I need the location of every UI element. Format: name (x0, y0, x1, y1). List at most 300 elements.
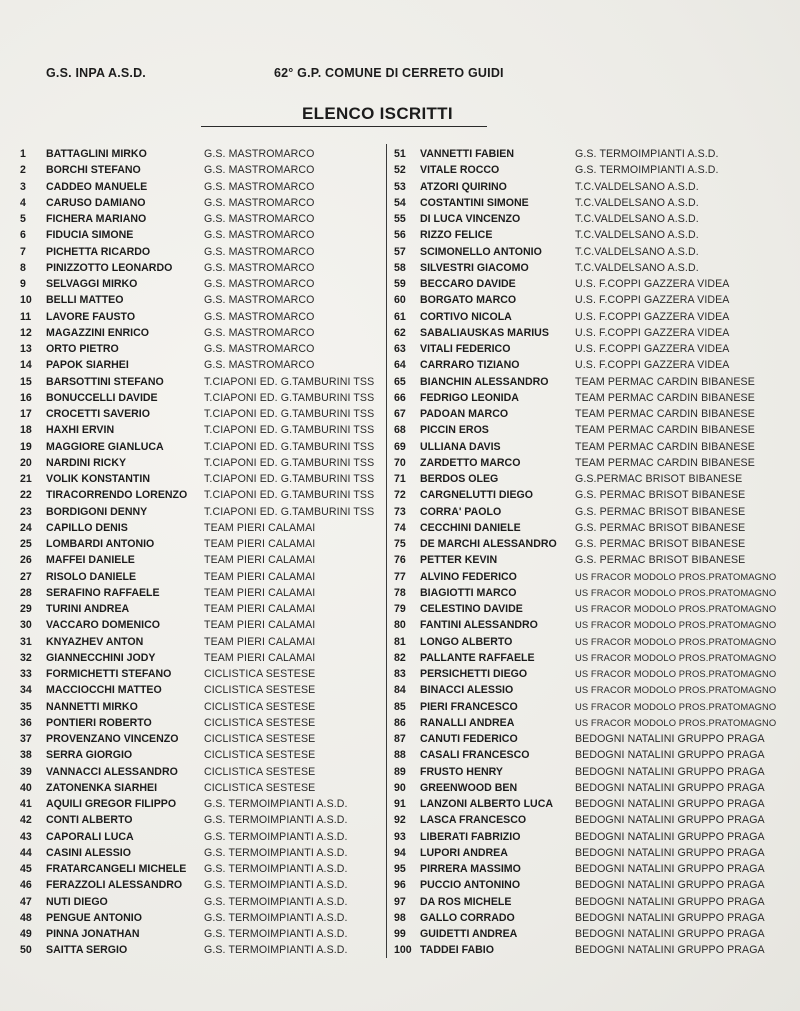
entry-row (388, 292, 800, 308)
team-name: BEDOGNI NATALINI GRUPPO PRAGA (575, 863, 765, 875)
entry-row (0, 276, 386, 292)
entry-row (388, 910, 800, 926)
entry-row (388, 195, 800, 211)
rider-name: MAGAZZINI ENRICO (46, 326, 149, 339)
rider-name: SELVAGGI MIRKO (46, 278, 138, 290)
team-name: G.S. TERMOIMPIANTI A.S.D. (204, 830, 348, 843)
rider-name: CAPILLO DENIS (46, 521, 128, 534)
entry-number: 26 (20, 554, 32, 567)
rider-name: VACCARO DOMENICO (46, 619, 160, 632)
team-name: G.S. MASTROMARCO (204, 164, 315, 177)
team-name: G.S. PERMAC BRISOT BIBANESE (575, 505, 746, 518)
entry-row (0, 845, 386, 861)
rider-name: CORTIVO NICOLA (420, 310, 512, 323)
entry-row (0, 162, 386, 178)
entry-row (388, 617, 800, 633)
rider-name: GIANNECCHINI JODY (46, 651, 156, 664)
team-name: BEDOGNI NATALINI GRUPPO PRAGA (575, 830, 765, 843)
entry-number: 89 (394, 765, 406, 778)
team-name: G.S. TERMOIMPIANTI A.S.D. (204, 895, 348, 908)
rider-name: VANNACCI ALESSANDRO (46, 765, 178, 778)
rider-name: CAPORALI LUCA (46, 830, 134, 843)
rider-name: SAITTA SERGIO (46, 944, 128, 957)
entry-row (0, 747, 386, 763)
entry-row (388, 422, 800, 438)
entry-row (388, 877, 800, 893)
team-name: TEAM PIERI CALAMAI (204, 538, 316, 550)
entry-number: 99 (394, 928, 406, 940)
team-name: TEAM PERMAC CARDIN BIBANESE (575, 424, 755, 437)
entry-row (388, 780, 800, 796)
team-name: T.CIAPONI ED. G.TAMBURINI TSS (204, 456, 375, 469)
entry-number: 58 (394, 261, 406, 274)
entry-row (0, 552, 386, 568)
entry-number: 81 (394, 635, 406, 648)
entry-row (0, 341, 386, 357)
team-name: G.S. TERMOIMPIANTI A.S.D. (204, 879, 348, 892)
rider-name: PIERI FRANCESCO (420, 700, 518, 713)
team-name: G.S. MASTROMARCO (204, 310, 315, 323)
team-name: T.C.VALDELSANO A.S.D. (575, 229, 699, 242)
team-name: BEDOGNI NATALINI GRUPPO PRAGA (575, 814, 765, 827)
entry-number: 49 (20, 928, 32, 940)
entry-number: 88 (394, 749, 406, 762)
team-name: CICLISTICA SESTESE (204, 749, 316, 762)
entry-row (0, 390, 386, 406)
entry-number: 14 (20, 359, 32, 372)
entry-number: 5 (20, 213, 26, 225)
entry-number: 32 (20, 651, 32, 664)
rider-name: NUTI DIEGO (46, 895, 108, 908)
entry-row (0, 699, 386, 715)
rider-name: LASCA FRANCESCO (420, 814, 527, 827)
rider-name: FANTINI ALESSANDRO (420, 619, 538, 632)
entry-number: 34 (20, 684, 32, 697)
entry-row (388, 341, 800, 357)
team-name: T.CIAPONI ED. G.TAMBURINI TSS (204, 489, 375, 502)
rider-name: CADDEO MANUELE (46, 180, 148, 193)
entry-number: 4 (20, 196, 26, 209)
entry-number: 39 (20, 765, 32, 778)
team-name: U.S. F.COPPI GAZZERA VIDEA (575, 359, 730, 372)
team-name: CICLISTICA SESTESE (204, 684, 316, 697)
entry-row (388, 146, 800, 162)
team-name: G.S. MASTROMARCO (204, 359, 315, 372)
entry-row (0, 812, 386, 828)
team-name: T.C.VALDELSANO A.S.D. (575, 196, 699, 209)
rider-name: PERSICHETTI DIEGO (420, 668, 528, 680)
rider-name: CASALI FRANCESCO (420, 749, 530, 762)
entry-row (0, 406, 386, 422)
entry-number: 96 (394, 879, 406, 892)
team-name: TEAM PIERI CALAMAI (204, 586, 316, 599)
rider-name: PIRRERA MASSIMO (420, 863, 521, 875)
entry-row (388, 764, 800, 780)
entry-row (0, 439, 386, 455)
rider-name: ORTO PIETRO (46, 343, 119, 355)
entry-row (388, 666, 800, 682)
rider-name: BELLI MATTEO (46, 294, 124, 307)
entry-row (388, 812, 800, 828)
entry-number: 91 (394, 798, 406, 810)
entry-row (388, 179, 800, 195)
entry-row (0, 325, 386, 341)
team-name: G.S. MASTROMARCO (204, 326, 315, 339)
rider-name: LONGO ALBERTO (420, 635, 513, 648)
entry-number: 38 (20, 749, 32, 762)
entry-number: 54 (394, 196, 406, 209)
rider-name: PALLANTE RAFFAELE (420, 651, 535, 664)
team-name: G.S. MASTROMARCO (204, 196, 315, 209)
rider-name: LOMBARDI ANTONIO (46, 538, 155, 550)
team-name: TEAM PIERI CALAMAI (204, 635, 316, 648)
entry-number: 1 (20, 148, 26, 160)
entry-number: 70 (394, 456, 406, 469)
entry-row (0, 829, 386, 845)
rider-name: FICHERA MARIANO (46, 213, 147, 225)
rider-name: PICHETTA RICARDO (46, 245, 151, 258)
rider-name: BONUCCELLI DAVIDE (46, 391, 158, 404)
team-name: TEAM PERMAC CARDIN BIBANESE (575, 408, 755, 420)
entry-number: 19 (20, 440, 32, 453)
entry-row (388, 715, 800, 731)
entry-number: 48 (20, 911, 32, 924)
rider-name: CASINI ALESSIO (46, 846, 131, 859)
rider-name: CONTI ALBERTO (46, 814, 133, 827)
entry-row (0, 634, 386, 650)
entry-number: 87 (394, 733, 406, 745)
team-name: US FRACOR MODOLO PROS.PRATOMAGNO (575, 668, 777, 679)
entry-number: 31 (20, 635, 32, 648)
entry-number: 83 (394, 668, 406, 680)
rider-name: NANNETTI MIRKO (46, 700, 138, 713)
team-name: CICLISTICA SESTESE (204, 733, 316, 745)
entry-number: 53 (394, 180, 406, 193)
entry-row (388, 682, 800, 698)
team-name: G.S. MASTROMARCO (204, 278, 315, 290)
team-name: BEDOGNI NATALINI GRUPPO PRAGA (575, 928, 765, 940)
entry-number: 15 (20, 375, 32, 388)
entry-number: 86 (394, 716, 406, 729)
rider-name: RANALLI ANDREA (420, 716, 515, 729)
entry-row (388, 894, 800, 910)
entries-column-left (0, 146, 386, 959)
entry-number: 76 (394, 554, 406, 567)
team-name: BEDOGNI NATALINI GRUPPO PRAGA (575, 781, 765, 794)
team-name: T.CIAPONI ED. G.TAMBURINI TSS (204, 375, 375, 388)
entry-number: 10 (20, 294, 32, 307)
rider-name: FIDUCIA SIMONE (46, 229, 134, 242)
rider-name: PADOAN MARCO (420, 408, 509, 420)
entry-row (388, 536, 800, 552)
event-name: 62° G.P. COMUNE DI CERRETO GUIDI (274, 66, 504, 80)
entry-row (388, 309, 800, 325)
entry-row (388, 731, 800, 747)
team-name: G.S. TERMOIMPIANTI A.S.D. (204, 911, 348, 924)
entry-row (0, 682, 386, 698)
entry-row (0, 179, 386, 195)
rider-name: SABALIAUSKAS MARIUS (420, 326, 549, 339)
rider-name: PUCCIO ANTONINO (420, 879, 521, 892)
team-name: T.C.VALDELSANO A.S.D. (575, 245, 699, 258)
entry-number: 65 (394, 375, 406, 388)
entry-row (0, 195, 386, 211)
rider-name: TURINI ANDREA (46, 603, 130, 615)
entry-row (388, 276, 800, 292)
team-name: CICLISTICA SESTESE (204, 668, 316, 680)
entry-row (0, 617, 386, 633)
rider-name: NARDINI RICKY (46, 456, 127, 469)
rider-name: TIRACORRENDO LORENZO (46, 489, 188, 502)
rider-name: BATTAGLINI MIRKO (46, 148, 147, 160)
entry-number: 6 (20, 229, 26, 242)
rider-name: FERAZZOLI ALESSANDRO (46, 879, 183, 892)
rider-name: MAGGIORE GIANLUCA (46, 440, 164, 453)
team-name: G.S. MASTROMARCO (204, 213, 315, 225)
team-name: U.S. F.COPPI GAZZERA VIDEA (575, 326, 730, 339)
entry-row (388, 699, 800, 715)
entry-number: 18 (20, 424, 32, 437)
entry-row (388, 487, 800, 503)
entry-row (388, 325, 800, 341)
entry-row (0, 422, 386, 438)
team-name: CICLISTICA SESTESE (204, 700, 316, 713)
entry-row (388, 260, 800, 276)
entry-number: 44 (20, 846, 32, 859)
entry-number: 57 (394, 245, 406, 258)
entry-number: 29 (20, 603, 32, 615)
entry-row (388, 552, 800, 568)
entry-row (388, 406, 800, 422)
rider-name: SERAFINO RAFFAELE (46, 586, 160, 599)
entry-row (388, 244, 800, 260)
team-name: G.S. MASTROMARCO (204, 245, 315, 258)
rider-name: VITALI FEDERICO (420, 343, 511, 355)
entry-number: 68 (394, 424, 406, 437)
entry-number: 75 (394, 538, 406, 550)
entry-row (0, 244, 386, 260)
entry-number: 35 (20, 700, 32, 713)
team-name: BEDOGNI NATALINI GRUPPO PRAGA (575, 749, 765, 762)
team-name: T.C.VALDELSANO A.S.D. (575, 213, 699, 225)
rider-name: ALVINO FEDERICO (420, 570, 517, 583)
team-name: BEDOGNI NATALINI GRUPPO PRAGA (575, 895, 765, 908)
rider-name: VOLIK KONSTANTIN (46, 473, 150, 485)
entry-number: 62 (394, 326, 406, 339)
rider-name: BIAGIOTTI MARCO (420, 586, 517, 599)
entry-number: 95 (394, 863, 406, 875)
entry-number: 80 (394, 619, 406, 632)
team-name: TEAM PIERI CALAMAI (204, 603, 316, 615)
entry-number: 79 (394, 603, 406, 615)
team-name: G.S. MASTROMARCO (204, 261, 315, 274)
team-name: TEAM PERMAC CARDIN BIBANESE (575, 391, 755, 404)
team-name: G.S. TERMOIMPIANTI A.S.D. (575, 164, 719, 177)
entry-number: 40 (20, 781, 32, 794)
entry-number: 71 (394, 473, 406, 485)
team-name: US FRACOR MODOLO PROS.PRATOMAGNO (575, 651, 777, 663)
rider-name: ATZORI QUIRINO (420, 180, 507, 193)
rider-name: MACCIOCCHI MATTEO (46, 684, 162, 697)
team-name: CICLISTICA SESTESE (204, 781, 316, 794)
team-name: TEAM PERMAC CARDIN BIBANESE (575, 440, 755, 453)
rider-name: PETTER KEVIN (420, 554, 498, 567)
organizer-name: G.S. INPA A.S.D. (46, 66, 146, 80)
entry-row (388, 390, 800, 406)
entry-row (0, 666, 386, 682)
team-name: T.C.VALDELSANO A.S.D. (575, 180, 699, 193)
rider-name: LIBERATI FABRIZIO (420, 830, 521, 843)
entry-number: 45 (20, 863, 32, 875)
team-name: G.S. TERMOIMPIANTI A.S.D. (204, 798, 348, 810)
entry-row (0, 374, 386, 390)
entry-row (388, 439, 800, 455)
team-name: US FRACOR MODOLO PROS.PRATOMAGNO (575, 635, 777, 647)
team-name: G.S. MASTROMARCO (204, 343, 315, 355)
rider-name: SILVESTRI GIACOMO (420, 261, 529, 274)
entry-row (388, 471, 800, 487)
entry-number: 85 (394, 700, 406, 713)
team-name: US FRACOR MODOLO PROS.PRATOMAGNO (575, 586, 777, 598)
entry-row (388, 455, 800, 471)
rider-name: DI LUCA VINCENZO (420, 213, 521, 225)
entry-row (388, 162, 800, 178)
team-name: G.S. TERMOIMPIANTI A.S.D. (575, 148, 719, 160)
team-name: BEDOGNI NATALINI GRUPPO PRAGA (575, 846, 765, 859)
team-name: US FRACOR MODOLO PROS.PRATOMAGNO (575, 619, 777, 631)
entry-row (388, 796, 800, 812)
entry-number: 100 (394, 944, 412, 957)
rider-name: PENGUE ANTONIO (46, 911, 142, 924)
entry-number: 30 (20, 619, 32, 632)
entry-row (388, 601, 800, 617)
team-name: US FRACOR MODOLO PROS.PRATOMAGNO (575, 716, 777, 728)
entry-number: 59 (394, 278, 406, 290)
team-name: TEAM PIERI CALAMAI (204, 570, 316, 583)
team-name: G.S.PERMAC BRISOT BIBANESE (575, 473, 743, 485)
team-name: TEAM PIERI CALAMAI (204, 619, 316, 632)
entry-number: 21 (20, 473, 32, 485)
team-name: BEDOGNI NATALINI GRUPPO PRAGA (575, 944, 765, 957)
entry-number: 20 (20, 456, 32, 469)
team-name: G.S. TERMOIMPIANTI A.S.D. (204, 814, 348, 827)
entry-number: 51 (394, 148, 406, 160)
entry-row (0, 504, 386, 520)
entry-row (0, 227, 386, 243)
entry-number: 46 (20, 879, 32, 892)
entry-row (388, 357, 800, 373)
rider-name: GREENWOOD BEN (420, 781, 518, 794)
entry-row (388, 520, 800, 536)
entry-row (388, 845, 800, 861)
rider-name: PICCIN EROS (420, 424, 489, 437)
team-name: TEAM PERMAC CARDIN BIBANESE (575, 375, 755, 388)
entry-number: 60 (394, 294, 406, 307)
team-name: CICLISTICA SESTESE (204, 765, 316, 778)
entry-number: 97 (394, 895, 406, 908)
rider-name: FRUSTO HENRY (420, 765, 503, 778)
entry-row (0, 471, 386, 487)
entry-number: 9 (20, 278, 26, 290)
entry-number: 22 (20, 489, 32, 502)
rider-name: LAVORE FAUSTO (46, 310, 136, 323)
rider-name: CORRA' PAOLO (420, 505, 502, 518)
entry-row (0, 861, 386, 877)
team-name: G.S. MASTROMARCO (204, 294, 315, 307)
rider-name: FRATARCANGELI MICHELE (46, 863, 187, 875)
entry-number: 98 (394, 911, 406, 924)
title-underline (201, 126, 487, 127)
team-name: T.CIAPONI ED. G.TAMBURINI TSS (204, 391, 375, 404)
entry-number: 13 (20, 343, 32, 355)
entry-row (0, 796, 386, 812)
rider-name: AQUILI GREGOR FILIPPO (46, 798, 177, 810)
team-name: US FRACOR MODOLO PROS.PRATOMAGNO (575, 570, 777, 582)
entry-number: 93 (394, 830, 406, 843)
team-name: G.S. TERMOIMPIANTI A.S.D. (204, 863, 348, 875)
rider-name: CROCETTI SAVERIO (46, 408, 150, 420)
entry-number: 92 (394, 814, 406, 827)
team-name: BEDOGNI NATALINI GRUPPO PRAGA (575, 798, 765, 810)
entry-number: 52 (394, 164, 406, 177)
team-name: US FRACOR MODOLO PROS.PRATOMAGNO (575, 603, 777, 614)
entry-number: 82 (394, 651, 406, 664)
entry-number: 17 (20, 408, 32, 420)
rider-name: BECCARO DAVIDE (420, 278, 516, 290)
rider-name: GALLO CORRADO (420, 911, 515, 924)
team-name: G.S. PERMAC BRISOT BIBANESE (575, 538, 746, 550)
rider-name: BARSOTTINI STEFANO (46, 375, 164, 388)
entry-row (0, 211, 386, 227)
entry-row (388, 634, 800, 650)
entry-row (0, 357, 386, 373)
entry-row (0, 601, 386, 617)
entry-row (0, 910, 386, 926)
rider-name: CARGNELUTTI DIEGO (420, 489, 533, 502)
team-name: TEAM PIERI CALAMAI (204, 651, 316, 664)
entry-number: 27 (20, 570, 32, 583)
entry-row (0, 536, 386, 552)
rider-name: PROVENZANO VINCENZO (46, 733, 179, 745)
rider-name: CELESTINO DAVIDE (420, 603, 523, 615)
entry-number: 7 (20, 245, 26, 258)
rider-name: DE MARCHI ALESSANDRO (420, 538, 557, 550)
entry-row (0, 487, 386, 503)
rider-name: BORGATO MARCO (420, 294, 517, 307)
rider-name: MAFFEI DANIELE (46, 554, 135, 567)
rider-name: DA ROS MICHELE (420, 895, 512, 908)
column-divider (386, 144, 387, 958)
entry-number: 8 (20, 261, 26, 274)
team-name: G.S. MASTROMARCO (204, 148, 315, 160)
rider-name: VANNETTI FABIEN (420, 148, 514, 160)
entries-column-right (388, 146, 800, 959)
team-name: U.S. F.COPPI GAZZERA VIDEA (575, 343, 730, 355)
entry-number: 28 (20, 586, 32, 599)
entry-row (0, 146, 386, 162)
entry-number: 67 (394, 408, 406, 420)
entry-row (388, 504, 800, 520)
entry-number: 61 (394, 310, 406, 323)
entry-row (0, 731, 386, 747)
rider-name: FEDRIGO LEONIDA (420, 391, 519, 404)
rider-name: PONTIERI ROBERTO (46, 716, 152, 729)
team-name: BEDOGNI NATALINI GRUPPO PRAGA (575, 733, 765, 745)
rider-name: ZATONENKA SIARHEI (46, 781, 158, 794)
rider-name: CARRARO TIZIANO (420, 359, 520, 372)
team-name: T.C.VALDELSANO A.S.D. (575, 261, 699, 274)
entry-number: 2 (20, 164, 26, 177)
